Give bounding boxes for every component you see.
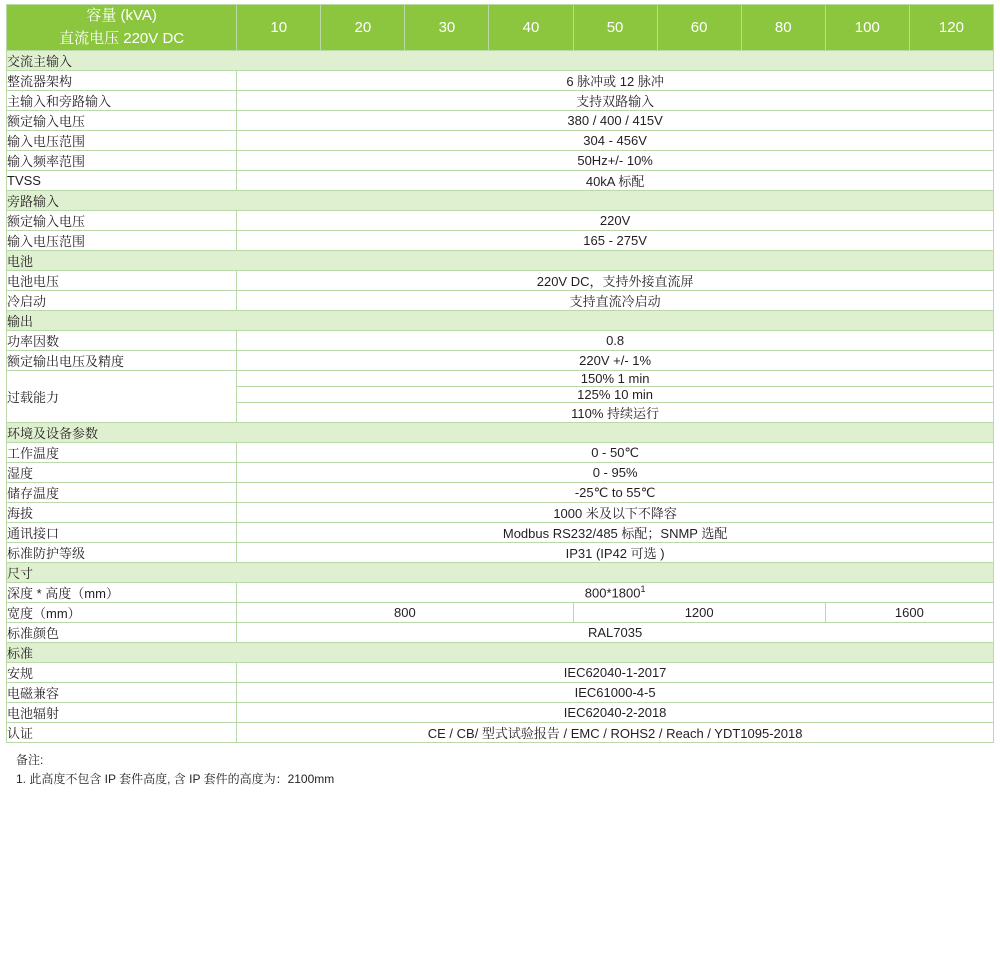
row-label: 标准防护等级	[7, 543, 237, 563]
row-value: 380 / 400 / 415V	[237, 111, 994, 131]
row-label: 整流器架构	[7, 71, 237, 91]
row-value: 165 - 275V	[237, 231, 994, 251]
table-row	[7, 583, 994, 603]
row-value-width-1600: 1600	[825, 603, 993, 623]
row-value: 50Hz+/- 10%	[237, 151, 994, 171]
section-label: 标准	[7, 643, 994, 663]
row-label: 额定输出电压及精度	[7, 351, 237, 371]
capacity-header-60: 60	[657, 5, 741, 51]
table-row	[7, 623, 994, 643]
row-value: IEC62040-1-2017	[237, 663, 994, 683]
capacity-header-10: 10	[237, 5, 321, 51]
table-row	[7, 371, 994, 387]
row-value: 220V	[237, 211, 994, 231]
capacity-header-50: 50	[573, 5, 657, 51]
capacity-header-120: 120	[909, 5, 993, 51]
header-title-line2: 直流电压 220V DC	[59, 29, 185, 47]
row-value: IEC61000-4-5	[237, 683, 994, 703]
table-row	[7, 703, 994, 723]
row-label: TVSS	[7, 171, 237, 191]
row-value: IP31 (IP42 可选 )	[237, 543, 994, 563]
row-label: 通讯接口	[7, 523, 237, 543]
row-value: 125% 10 min	[237, 387, 994, 403]
table-row	[7, 483, 994, 503]
table-row	[7, 683, 994, 703]
row-value: 220V DC，支持外接直流屏	[237, 271, 994, 291]
section-header-ac-main-input	[7, 51, 994, 71]
row-label: 电池辐射	[7, 703, 237, 723]
row-label: 主输入和旁路输入	[7, 91, 237, 111]
row-label: 输入频率范围	[7, 151, 237, 171]
row-value: 220V +/- 1%	[237, 351, 994, 371]
table-row	[7, 211, 994, 231]
row-label: 深度 * 高度（mm）	[7, 583, 237, 603]
row-value: 支持双路输入	[237, 91, 994, 111]
section-header-environment	[7, 423, 994, 443]
section-header-standards	[7, 643, 994, 663]
row-label: 额定输入电压	[7, 211, 237, 231]
row-label: 功率因数	[7, 331, 237, 351]
table-row	[7, 443, 994, 463]
table-row	[7, 723, 994, 743]
table-row	[7, 463, 994, 483]
capacity-header-40: 40	[489, 5, 573, 51]
section-header-bypass-input	[7, 191, 994, 211]
row-label: 安规	[7, 663, 237, 683]
row-value: IEC62040-2-2018	[237, 703, 994, 723]
table-row	[7, 111, 994, 131]
row-label: 电磁兼容	[7, 683, 237, 703]
section-label: 旁路输入	[7, 191, 994, 211]
section-header-output	[7, 311, 994, 331]
footnote-1: 1. 此高度不包含 IP 套件高度, 含 IP 套件的高度为：2100mm	[16, 771, 335, 786]
table-row	[7, 231, 994, 251]
row-value: 150% 1 min	[237, 371, 994, 387]
row-value: 6 脉冲或 12 脉冲	[237, 71, 994, 91]
row-value: 0 - 50℃	[237, 443, 994, 463]
table-row	[7, 131, 994, 151]
table-row	[7, 71, 994, 91]
header-title-cell	[7, 5, 237, 51]
table-row	[7, 171, 994, 191]
row-label: 输入电压范围	[7, 231, 237, 251]
row-label: 海拔	[7, 503, 237, 523]
row-label: 额定输入电压	[7, 111, 237, 131]
row-value: 40kA 标配	[237, 171, 994, 191]
table-row	[7, 91, 994, 111]
row-value: RAL7035	[237, 623, 994, 643]
footnote-marker: 1	[640, 584, 646, 595]
row-value: -25℃ to 55℃	[237, 483, 994, 503]
row-value: 0 - 95%	[237, 463, 994, 483]
row-value: 304 - 456V	[237, 131, 994, 151]
row-label: 过载能力	[7, 371, 237, 423]
table-row	[7, 351, 994, 371]
section-header-dimensions	[7, 563, 994, 583]
table-row	[7, 271, 994, 291]
table-row	[7, 603, 994, 623]
row-value: 0.8	[237, 331, 994, 351]
specification-table	[6, 4, 994, 743]
row-label: 认证	[7, 723, 237, 743]
row-label: 储存温度	[7, 483, 237, 503]
row-value-width-800: 800	[237, 603, 573, 623]
section-label: 尺寸	[7, 563, 994, 583]
footnotes	[6, 743, 994, 788]
section-label: 电池	[7, 251, 994, 271]
row-label: 电池电压	[7, 271, 237, 291]
table-row	[7, 291, 994, 311]
table-row	[7, 543, 994, 563]
row-label: 输入电压范围	[7, 131, 237, 151]
table-row	[7, 331, 994, 351]
table-header-row	[7, 5, 994, 51]
row-value: Modbus RS232/485 标配；SNMP 选配	[237, 523, 994, 543]
row-value-width-1200: 1200	[573, 603, 825, 623]
table-row	[7, 503, 994, 523]
section-label: 输出	[7, 311, 994, 331]
header-title-line1: 容量 (kVA)	[86, 7, 157, 24]
row-label: 工作温度	[7, 443, 237, 463]
row-label: 标准颜色	[7, 623, 237, 643]
row-label: 湿度	[7, 463, 237, 483]
row-value-text: 800*1800	[584, 585, 641, 601]
row-label: 宽度（mm）	[7, 603, 237, 623]
row-label: 冷启动	[7, 291, 237, 311]
table-row	[7, 151, 994, 171]
row-value: CE / CB/ 型式试验报告 / EMC / ROHS2 / Reach / YDT1095-2018	[237, 723, 994, 743]
row-value: 支持直流冷启动	[237, 291, 994, 311]
capacity-header-80: 80	[741, 5, 825, 51]
row-value: 1000 米及以下不降容	[237, 503, 994, 523]
section-label: 环境及设备参数	[7, 423, 994, 443]
capacity-header-20: 20	[321, 5, 405, 51]
section-header-battery	[7, 251, 994, 271]
footnotes-title: 备注:	[16, 753, 44, 767]
table-row	[7, 523, 994, 543]
row-value	[237, 583, 994, 603]
table-row	[7, 663, 994, 683]
row-value: 110% 持续运行	[237, 403, 994, 423]
capacity-header-30: 30	[405, 5, 489, 51]
section-label: 交流主输入	[7, 51, 994, 71]
capacity-header-100: 100	[825, 5, 909, 51]
